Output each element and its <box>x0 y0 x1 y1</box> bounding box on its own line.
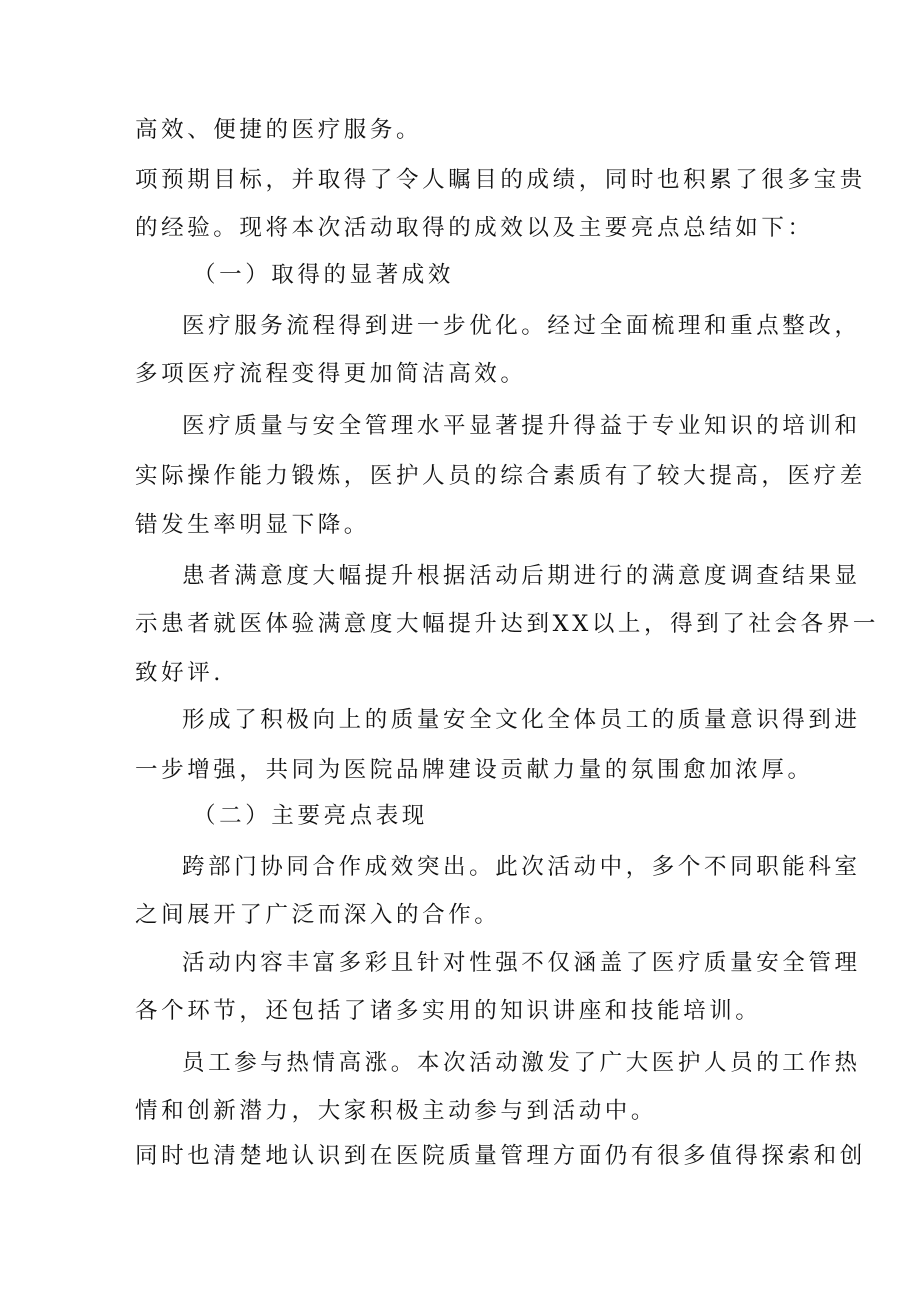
section-heading: （二）主要亮点表现 <box>193 803 428 829</box>
text-line: 员工参与热情高涨。本次活动激发了广大医护人员的工作热 <box>182 1050 861 1076</box>
text-line: 致好评. <box>135 660 225 686</box>
text-line: 高效、便捷的医疗服务。 <box>135 117 423 143</box>
text-line: 多项医疗流程变得更加简洁高效。 <box>135 361 527 387</box>
text-line: 示患者就医体验满意度大幅提升达到XX以上，得到了社会各界一 <box>135 611 879 637</box>
text-line: 医疗质量与安全管理水平显著提升得益于专业知识的培训和 <box>182 413 861 439</box>
text-line: 项预期目标，并取得了令人瞩目的成绩，同时也积累了很多宝贵 <box>135 167 866 193</box>
text-line: 形成了积极向上的质量安全文化全体员工的质量意识得到进 <box>182 707 861 733</box>
text-line: 各个环节，还包括了诸多实用的知识讲座和技能培训。 <box>135 998 762 1024</box>
text-line: 患者满意度大幅提升根据活动后期进行的满意度调查结果显 <box>182 563 861 589</box>
text-line: 跨部门协同合作成效突出。此次活动中，多个不同职能科室 <box>182 854 861 880</box>
text-line: 同时也清楚地认识到在医院质量管理方面仍有很多值得探索和创 <box>135 1143 866 1169</box>
text-line: 医疗服务流程得到进一步优化。经过全面梳理和重点整改， <box>182 313 861 339</box>
text-line: 错发生率明显下降。 <box>135 512 370 538</box>
text-line: 的经验。现将本次活动取得的成效以及主要亮点总结如下： <box>135 215 814 241</box>
text-line: 之间展开了广泛而深入的合作。 <box>135 902 501 928</box>
text-line: 活动内容丰富多彩且针对性强不仅涵盖了医疗质量安全管理 <box>182 950 861 976</box>
text-line: 一步增强，共同为医院品牌建设贡献力量的氛围愈加浓厚。 <box>135 757 814 783</box>
text-line: 情和创新潜力，大家积极主动参与到活动中。 <box>135 1098 658 1124</box>
section-heading: （一）取得的显著成效 <box>193 262 455 288</box>
text-line: 实际操作能力锻炼，医护人员的综合素质有了较大提高，医疗差 <box>135 463 866 489</box>
